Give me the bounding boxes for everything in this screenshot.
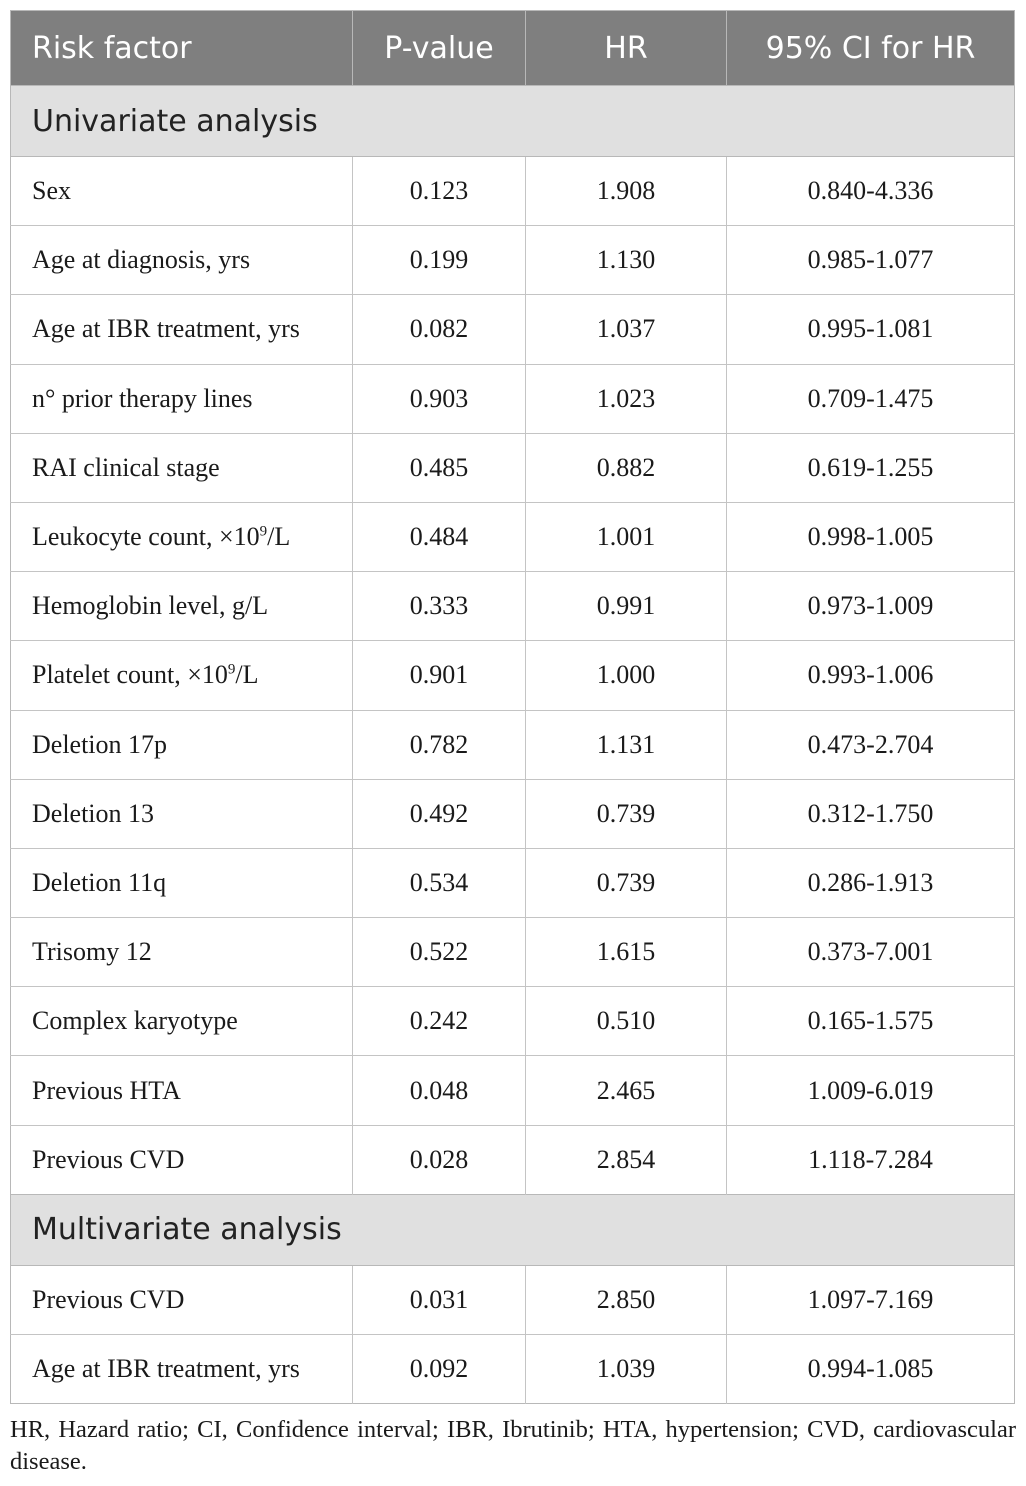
cell-risk-factor <box>11 1335 353 1404</box>
cell-ci: 0.993-1.006 <box>727 641 1015 710</box>
cell-risk-factor <box>11 710 353 779</box>
table-row <box>11 848 1015 917</box>
cell-hr: 1.001 <box>526 502 727 571</box>
table-row <box>11 779 1015 848</box>
risk-factor-text: Deletion 11q <box>32 867 167 897</box>
table-row <box>11 1056 1015 1125</box>
header-hr: HR <box>526 11 727 86</box>
risk-factor-text: Platelet count, ×10 <box>32 660 228 690</box>
cell-ci: 0.373-7.001 <box>727 918 1015 987</box>
risk-factor-text: Hemoglobin level, g/L <box>32 591 269 621</box>
cell-p-value: 0.522 <box>353 918 526 987</box>
unit-suffix: /L <box>235 660 259 690</box>
cell-hr: 2.465 <box>526 1056 727 1125</box>
cell-p-value: 0.492 <box>353 779 526 848</box>
table-row <box>11 157 1015 226</box>
cell-hr: 1.131 <box>526 710 727 779</box>
table-row <box>11 1125 1015 1194</box>
hazard-ratio-table <box>10 10 1015 1404</box>
cell-risk-factor <box>11 848 353 917</box>
cell-hr: 0.739 <box>526 779 727 848</box>
section-title: Univariate analysis <box>11 86 1015 157</box>
cell-risk-factor <box>11 572 353 641</box>
cell-ci: 0.840-4.336 <box>727 157 1015 226</box>
risk-factor-text: RAI clinical stage <box>32 452 220 482</box>
risk-factor-text: Trisomy 12 <box>32 937 152 967</box>
table-row <box>11 572 1015 641</box>
cell-p-value: 0.031 <box>353 1265 526 1334</box>
cell-risk-factor <box>11 1265 353 1334</box>
table-footnote: HR, Hazard ratio; CI, Confidence interval; IBR, Ibrutinib; HTA, hypertension; CVD, cardiovascular disease. <box>10 1416 1016 1475</box>
cell-hr: 2.850 <box>526 1265 727 1334</box>
cell-hr: 1.615 <box>526 918 727 987</box>
risk-factor-text: Leukocyte count, ×10 <box>32 522 260 552</box>
cell-hr: 2.854 <box>526 1125 727 1194</box>
cell-p-value: 0.901 <box>353 641 526 710</box>
exponent: 9 <box>259 523 268 540</box>
cell-hr: 1.023 <box>526 364 727 433</box>
cell-p-value: 0.199 <box>353 226 526 295</box>
risk-factor-text: Previous CVD <box>32 1284 185 1314</box>
cell-hr: 0.510 <box>526 987 727 1056</box>
risk-factor-text: Sex <box>32 176 71 206</box>
risk-factor-text: Age at IBR treatment, yrs <box>32 1354 300 1384</box>
cell-p-value: 0.082 <box>353 295 526 364</box>
header-p-value: P-value <box>353 11 526 86</box>
risk-factor-text: n° prior therapy lines <box>32 383 253 413</box>
results-table-container <box>10 10 1014 1404</box>
exponent: 9 <box>227 661 236 678</box>
section-row <box>11 1194 1015 1265</box>
risk-factor-text: Previous CVD <box>32 1144 185 1174</box>
cell-p-value: 0.484 <box>353 502 526 571</box>
risk-factor-text: Age at IBR treatment, yrs <box>32 314 300 344</box>
cell-risk-factor <box>11 364 353 433</box>
table-body <box>11 86 1015 1404</box>
table-row <box>11 295 1015 364</box>
cell-p-value: 0.782 <box>353 710 526 779</box>
cell-p-value: 0.485 <box>353 433 526 502</box>
cell-ci: 1.009-6.019 <box>727 1056 1015 1125</box>
cell-risk-factor <box>11 502 353 571</box>
cell-hr: 0.882 <box>526 433 727 502</box>
risk-factor-text: Deletion 13 <box>32 798 155 828</box>
table-header-row <box>11 11 1015 86</box>
table-row <box>11 918 1015 987</box>
cell-ci: 0.995-1.081 <box>727 295 1015 364</box>
cell-hr: 0.739 <box>526 848 727 917</box>
risk-factor-text: Age at diagnosis, yrs <box>32 245 251 275</box>
cell-risk-factor <box>11 987 353 1056</box>
cell-ci: 1.097-7.169 <box>727 1265 1015 1334</box>
cell-risk-factor <box>11 641 353 710</box>
cell-ci: 0.994-1.085 <box>727 1335 1015 1404</box>
cell-risk-factor <box>11 433 353 502</box>
cell-p-value: 0.092 <box>353 1335 526 1404</box>
section-row <box>11 86 1015 157</box>
cell-risk-factor <box>11 918 353 987</box>
cell-ci: 0.473-2.704 <box>727 710 1015 779</box>
cell-p-value: 0.903 <box>353 364 526 433</box>
cell-ci: 0.312-1.750 <box>727 779 1015 848</box>
cell-hr: 0.991 <box>526 572 727 641</box>
cell-p-value: 0.028 <box>353 1125 526 1194</box>
cell-ci: 0.973-1.009 <box>727 572 1015 641</box>
cell-hr: 1.039 <box>526 1335 727 1404</box>
table-row <box>11 710 1015 779</box>
unit-suffix: /L <box>267 522 291 552</box>
cell-ci: 0.998-1.005 <box>727 502 1015 571</box>
table-row <box>11 641 1015 710</box>
table-row <box>11 502 1015 571</box>
cell-ci: 0.709-1.475 <box>727 364 1015 433</box>
cell-risk-factor <box>11 779 353 848</box>
cell-p-value: 0.048 <box>353 1056 526 1125</box>
cell-risk-factor <box>11 226 353 295</box>
section-title: Multivariate analysis <box>11 1194 1015 1265</box>
cell-ci: 0.165-1.575 <box>727 987 1015 1056</box>
cell-hr: 1.000 <box>526 641 727 710</box>
cell-hr: 1.130 <box>526 226 727 295</box>
cell-risk-factor <box>11 1056 353 1125</box>
cell-hr: 1.908 <box>526 157 727 226</box>
header-risk-factor: Risk factor <box>11 11 353 86</box>
table-row <box>11 1335 1015 1404</box>
cell-p-value: 0.534 <box>353 848 526 917</box>
risk-factor-text: Previous HTA <box>32 1075 181 1105</box>
cell-ci: 0.619-1.255 <box>727 433 1015 502</box>
cell-hr: 1.037 <box>526 295 727 364</box>
table-row <box>11 226 1015 295</box>
cell-risk-factor <box>11 295 353 364</box>
cell-ci: 0.985-1.077 <box>727 226 1015 295</box>
cell-p-value: 0.123 <box>353 157 526 226</box>
table-row <box>11 1265 1015 1334</box>
cell-risk-factor <box>11 157 353 226</box>
cell-p-value: 0.333 <box>353 572 526 641</box>
cell-p-value: 0.242 <box>353 987 526 1056</box>
risk-factor-text: Complex karyotype <box>32 1006 238 1036</box>
cell-ci: 1.118-7.284 <box>727 1125 1015 1194</box>
table-row <box>11 987 1015 1056</box>
cell-risk-factor <box>11 1125 353 1194</box>
risk-factor-text: Deletion 17p <box>32 729 168 759</box>
header-ci: 95% CI for HR <box>727 11 1015 86</box>
cell-ci: 0.286-1.913 <box>727 848 1015 917</box>
table-row <box>11 364 1015 433</box>
table-row <box>11 433 1015 502</box>
